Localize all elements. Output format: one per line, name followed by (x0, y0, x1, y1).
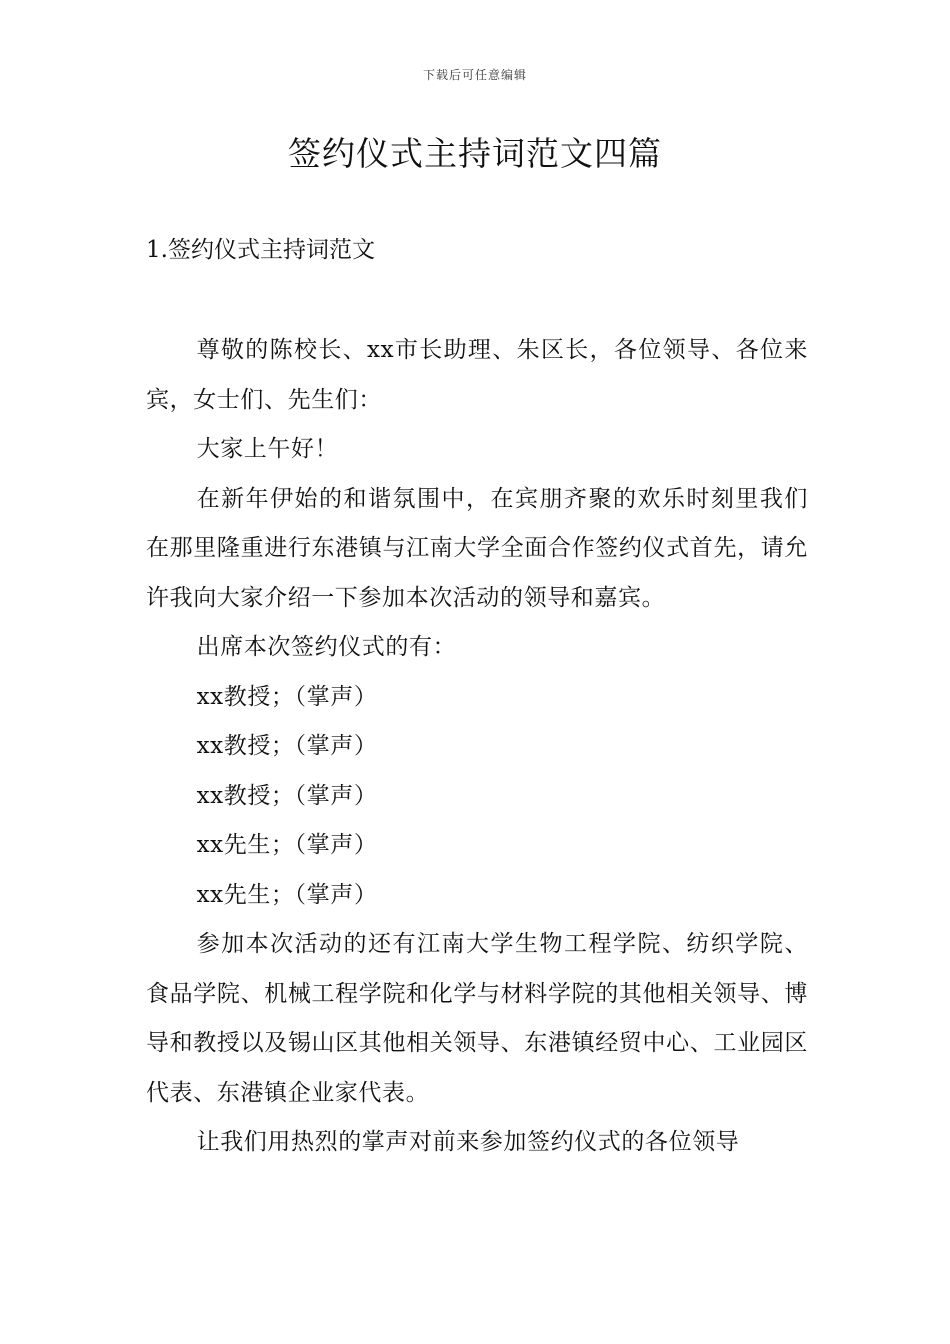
attendee-item: xx先生；（掌声） (196, 832, 378, 858)
document-title: 签约仪式主持词范文四篇 (288, 134, 662, 173)
attendee-item: xx教授；（掌声） (196, 683, 378, 710)
attendee-item: xx教授；（掌声） (196, 782, 378, 809)
paragraph-attendees-intro: 出席本次签约仪式的有： (196, 634, 457, 660)
attendee-item: xx教授；（掌声） (196, 733, 378, 759)
download-note: 下载后可任意编辑 (422, 68, 527, 82)
paragraph-other-participants: 参加本次活动的还有江南大学生物工程学院、纺织学院、食品学院、机械工程学院和化学与材料学院的其他相关领导、博导和教授以及锡山区其他相关领导、东港镇经贸中心、工业园区代表、东港镇企业家代表。 (146, 931, 808, 1106)
paragraph-good-morning: 大家上午好！ (196, 436, 339, 462)
attendee-item: xx先生；（掌声） (196, 881, 378, 908)
document-body (146, 326, 808, 1168)
section-heading: 1.签约仪式主持词范文 (146, 237, 375, 263)
paragraph-opening: 在新年伊始的和谐氛围中，在宾朋齐聚的欢乐时刻里我们在那里隆重进行东港镇与江南大学全面合作签约仪式首先，请允许我向大家介绍一下参加本次活动的领导和嘉宾。 (146, 485, 808, 611)
paragraph-applause: 让我们用热烈的掌声对前来参加签约仪式的各位领导 (196, 1129, 740, 1155)
paragraph-greeting: 尊敬的陈校长、xx市长助理、朱区长，各位领导、各位来宾，女士们、先生们： (146, 337, 808, 413)
